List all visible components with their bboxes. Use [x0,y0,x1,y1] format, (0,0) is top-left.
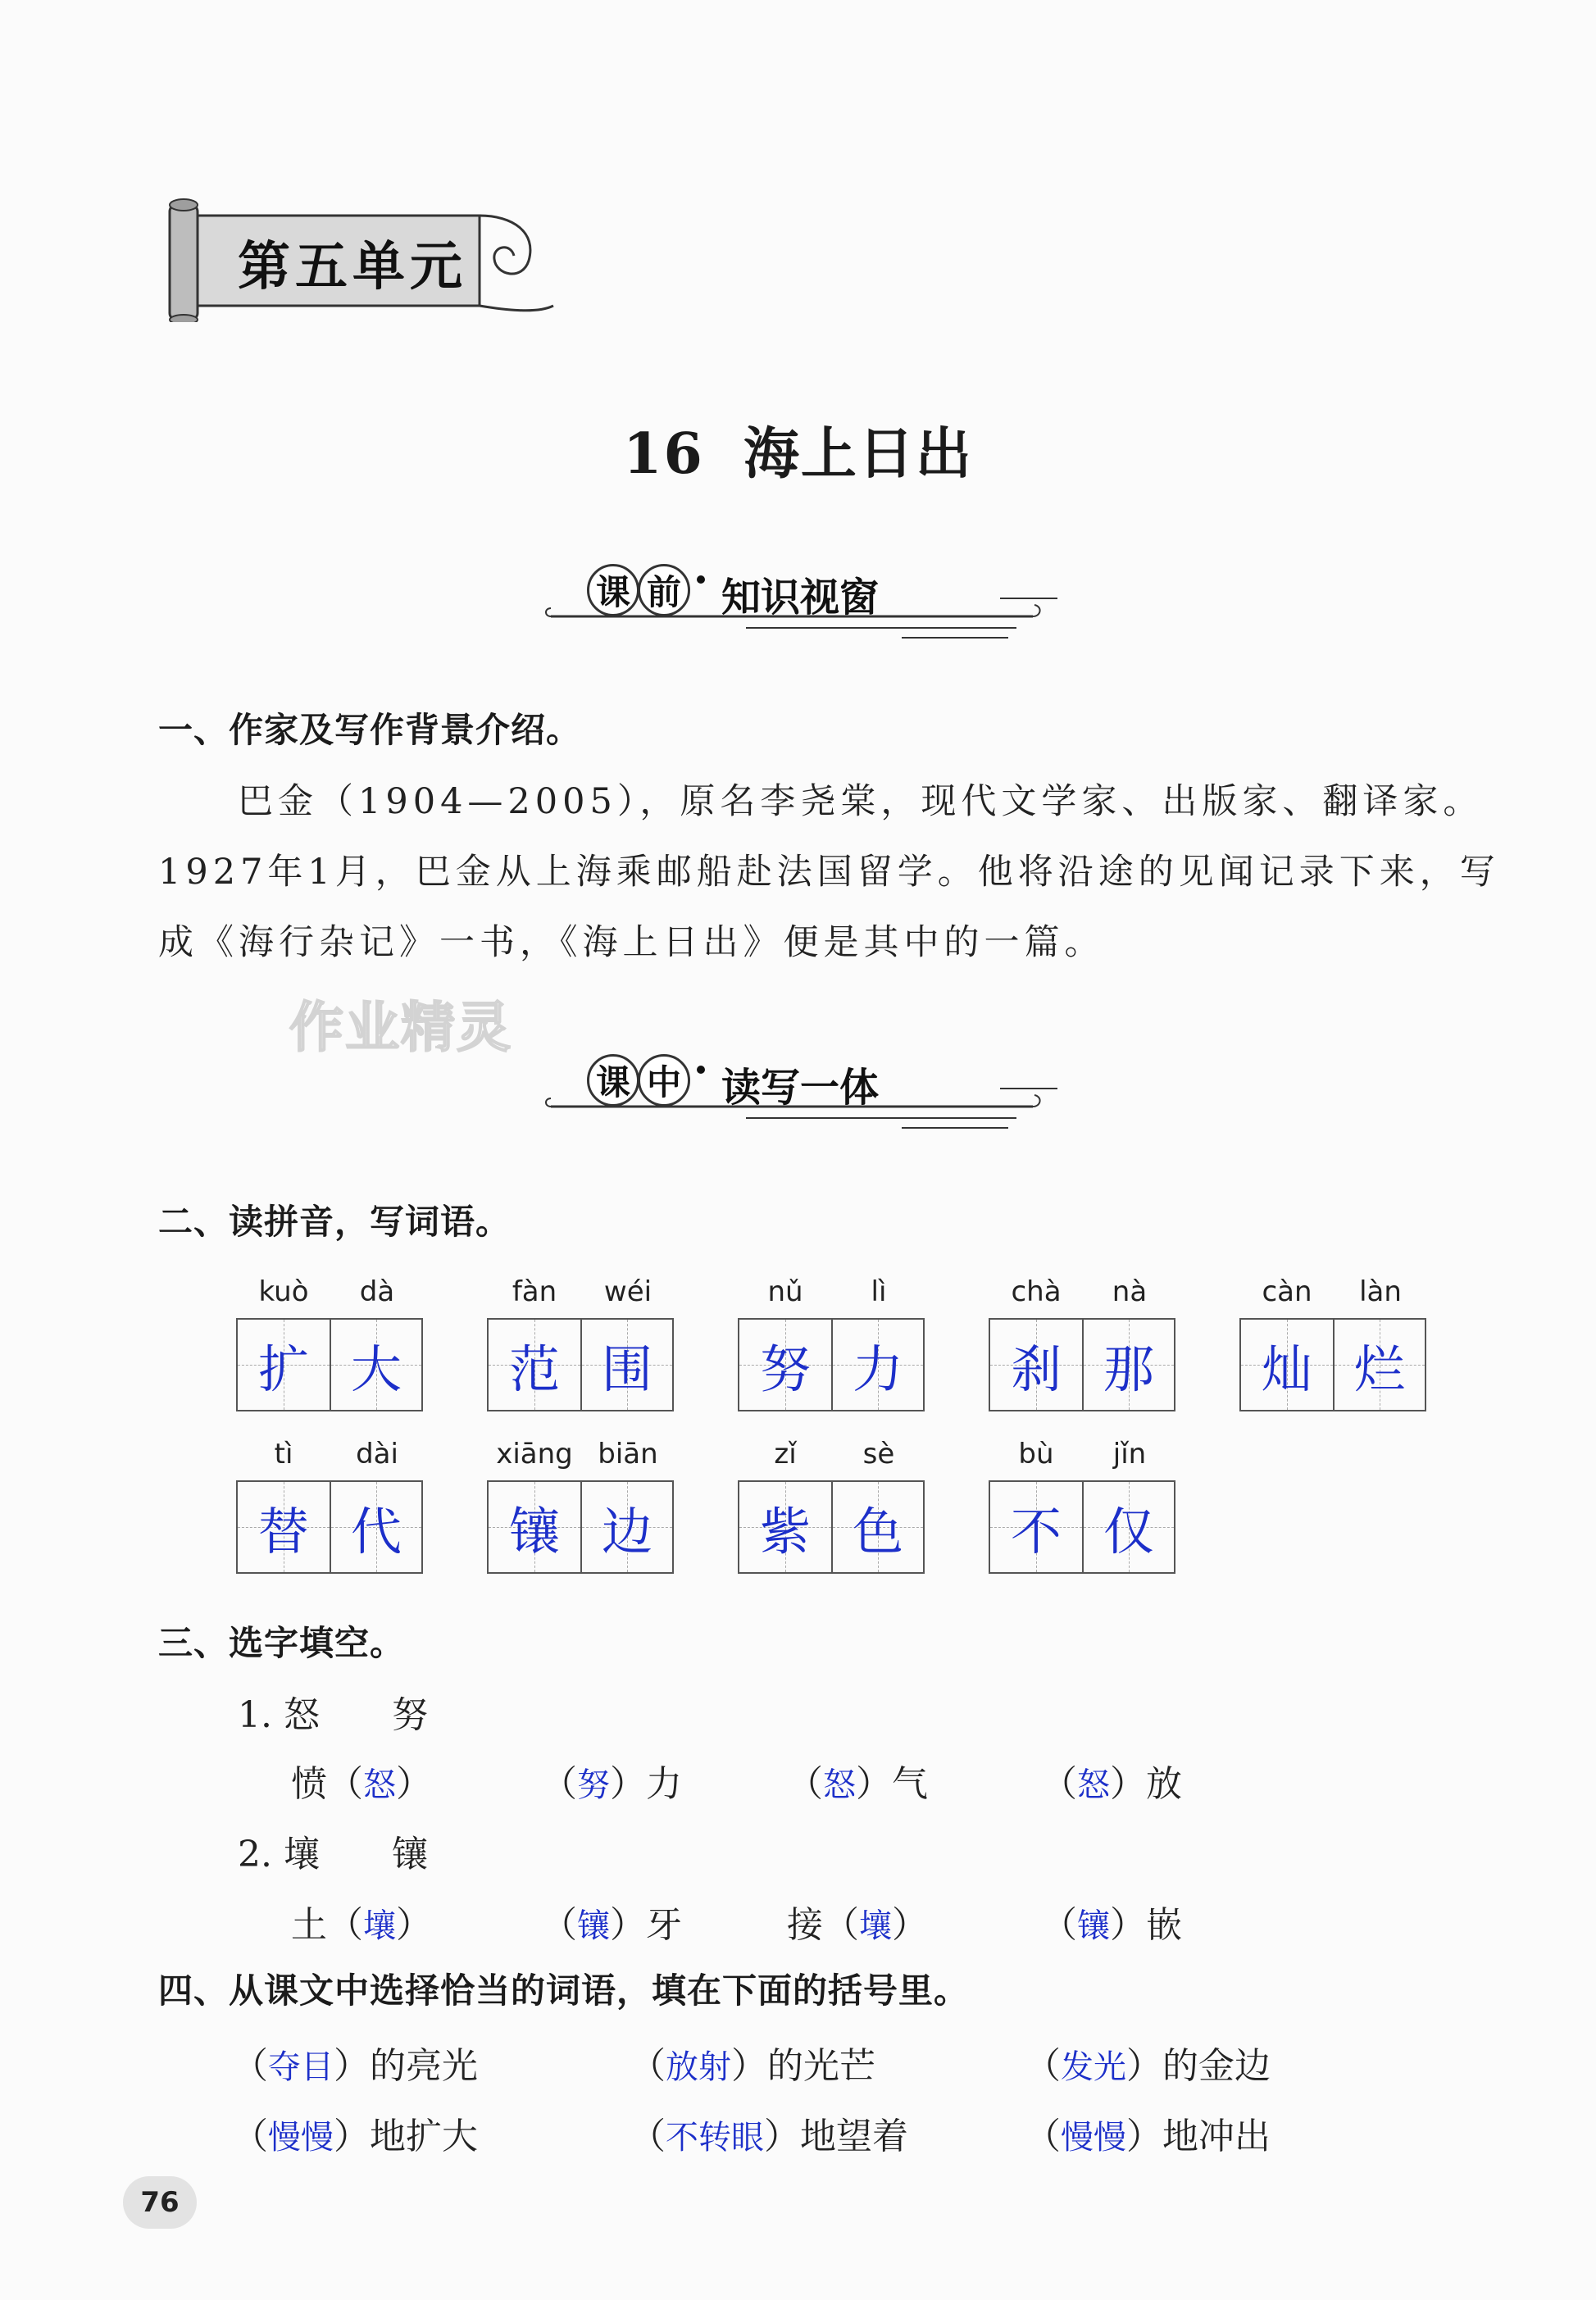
q1-heading: 一、作家及写作背景介绍。 [158,710,582,750]
fill-blank: （镶）牙 [541,1904,682,1946]
answer-char[interactable]: 不 [990,1482,1082,1572]
fill-blank: （怒）气 [787,1763,928,1805]
answer[interactable]: 怒 [1077,1766,1110,1804]
pinyin: kuò [258,1275,309,1308]
answer[interactable]: 发光 [1061,2048,1126,2086]
fill-blank: （发光）的金边 [1025,2045,1271,2087]
answer-char[interactable]: 努 [739,1320,831,1410]
section-label: 读写一体 [721,1065,880,1111]
pinyin: bù [1018,1438,1054,1470]
fill-blank: 土（壤） [291,1904,432,1946]
answer-char[interactable]: 那 [1082,1320,1174,1410]
answer[interactable]: 放射 [666,2048,731,2086]
answer[interactable]: 镶 [577,1907,610,1945]
pinyin: chà [1011,1275,1062,1308]
answer-char[interactable]: 力 [831,1320,923,1410]
fill-blank: 接（壤） [787,1904,928,1946]
answer[interactable]: 壤 [859,1907,892,1945]
lesson-number: 16 [623,421,704,487]
answer[interactable]: 怒 [363,1766,396,1804]
q1-line-3: 成《海行杂记》一书，《海上日出》便是其中的一篇。 [158,922,1105,963]
fill-blank: 愤（怒） [291,1763,432,1805]
section-char-1: 课 [587,564,639,616]
answer-char[interactable]: 紫 [739,1482,831,1572]
pinyin: jǐn [1112,1438,1147,1470]
fill-blank: （慢慢）地冲出 [1025,2116,1271,2157]
fill-blank: （怒）放 [1041,1763,1182,1805]
answer[interactable]: 慢慢 [1061,2119,1126,2157]
q2-heading: 二、读拼音，写词语。 [158,1202,512,1242]
section-label: 知识视窗 [721,575,880,620]
q3-item2-label: 2. 壤 镶 [238,1834,428,1875]
pinyin: sè [862,1438,895,1470]
pinyin: lì [871,1275,887,1308]
pinyin: zǐ [774,1438,797,1470]
answer[interactable]: 不转眼 [666,2119,764,2157]
pinyin: biān [598,1438,658,1470]
q1-line-1: 巴金（1904—2005），原名李尧棠，现代文学家、出版家、翻译家。 [238,781,1484,822]
pinyin: dà [359,1275,395,1308]
answer-char[interactable]: 刹 [990,1320,1082,1410]
lesson-name: 海上日出 [743,421,973,487]
pinyin: nǔ [767,1275,803,1308]
q3-item1-label: 1. 怒 努 [238,1694,428,1736]
fill-blank: （夺目）的亮光 [232,2045,478,2087]
answer[interactable]: 努 [577,1766,610,1804]
unit-title: 第五单元 [238,236,467,298]
section-char-1: 课 [587,1054,639,1107]
q3-heading: 三、选字填空。 [158,1623,406,1663]
fill-blank: （慢慢）地扩大 [232,2116,478,2157]
answer-char[interactable]: 色 [831,1482,923,1572]
section-banner-mid [541,1048,1066,1138]
answer[interactable]: 壤 [363,1907,396,1945]
answer[interactable]: 慢慢 [268,2119,334,2157]
q4-heading: 四、从课文中选择恰当的词语，填在下面的括号里。 [158,1970,970,2011]
fill-blank: （放射）的光芒 [630,2045,875,2087]
section-char-2: 前 [638,564,690,616]
pinyin: càn [1262,1275,1312,1308]
section-banner-pre [541,557,1066,648]
answer-char[interactable]: 边 [580,1482,672,1572]
answer-char[interactable]: 范 [489,1320,580,1410]
answer-char[interactable]: 大 [330,1320,421,1410]
watermark: 作业精灵 [289,996,512,1059]
pinyin: xiāng [496,1438,573,1470]
answer-char[interactable]: 镶 [489,1482,580,1572]
pinyin: làn [1359,1275,1402,1308]
section-char-2: 中 [638,1054,690,1107]
fill-blank: （努）力 [541,1763,682,1805]
answer-char[interactable]: 替 [238,1482,330,1572]
answer[interactable]: 怒 [823,1766,856,1804]
answer-char[interactable]: 灿 [1241,1320,1333,1410]
section-dot [697,575,705,584]
q1-line-2: 1927年1月，巴金从上海乘邮船赴法国留学。他将沿途的见闻记录下来，写 [158,852,1500,893]
answer-char[interactable]: 代 [330,1482,421,1572]
answer[interactable]: 镶 [1077,1907,1110,1945]
pinyin: nà [1112,1275,1148,1308]
answer-char[interactable]: 仅 [1082,1482,1174,1572]
fill-blank: （不转眼）地望着 [630,2116,908,2157]
answer[interactable]: 夺目 [268,2048,334,2086]
pinyin: fàn [512,1275,557,1308]
pinyin: tì [274,1438,293,1470]
answer-char[interactable]: 围 [580,1320,672,1410]
pinyin: wéi [603,1275,652,1308]
lesson-title [0,410,1596,489]
pinyin: dài [356,1438,398,1470]
section-dot [697,1066,705,1074]
answer-char[interactable]: 扩 [238,1320,330,1410]
answer-char[interactable]: 烂 [1333,1320,1425,1410]
fill-blank: （镶）嵌 [1041,1904,1182,1946]
unit-banner [152,195,562,322]
page-number: 76 [123,2176,197,2229]
